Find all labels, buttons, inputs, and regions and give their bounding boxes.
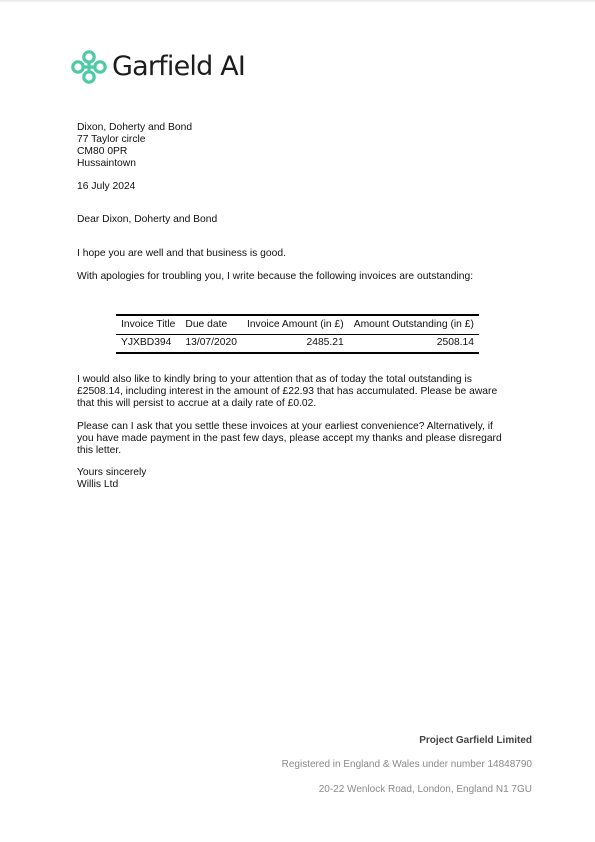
request-line-2: you have made payment in the past few days, please accept my thanks and please disregard (77, 433, 502, 444)
interest-line-2: £2508.14, including interest in the amount of £22.93 that has accumulated. Please be aware (77, 386, 498, 397)
sender-name: Willis Ltd (77, 479, 119, 490)
company-logo (70, 49, 245, 85)
footer-address: 20-22 Wenlock Road, London, England N1 7GU (318, 784, 532, 795)
letter-date: 16 July 2024 (77, 181, 136, 192)
column-header-due-date: Due date (180, 315, 242, 334)
page-top-edge (0, 0, 595, 3)
interest-line-3: that this will persist to accrue at a daily rate of £0.02. (77, 398, 317, 409)
interest-line-1: I would also like to kindly bring to your attention that as of today the total outstanding is (77, 374, 472, 385)
footer-company-name: Project Garfield Limited (419, 735, 532, 746)
table-header-row (116, 315, 479, 334)
request-line-3: this letter. (77, 445, 122, 456)
recipient-town: Hussaintown (77, 158, 136, 169)
invoice-amount-cell: 2485.21 (242, 334, 349, 353)
invoice-title-cell: YJXBD394 (116, 334, 180, 353)
intro-paragraph: With apologies for troubling you, I write because the following invoices are outstanding: (77, 271, 474, 282)
request-line-1: Please can I ask that you settle these invoices at your earliest convenience? Alternatively, if (77, 421, 493, 432)
signoff: Yours sincerely (77, 467, 147, 478)
request-paragraph (77, 421, 522, 457)
recipient-postcode: CM80 0PR (77, 146, 128, 157)
recipient-address (77, 122, 522, 170)
garfield-knot-logo-icon (70, 49, 108, 85)
column-header-invoice-title: Invoice Title (116, 315, 180, 334)
greeting-paragraph: I hope you are well and that business is good. (77, 248, 286, 259)
column-header-amount-outstanding: Amount Outstanding (in £) (349, 315, 479, 334)
amount-outstanding-cell: 2508.14 (349, 334, 479, 353)
column-header-invoice-amount: Invoice Amount (in £) (242, 315, 349, 334)
letter-closing (77, 467, 522, 491)
table-row (116, 334, 479, 353)
footer-registration: Registered in England & Wales under number 14848790 (281, 759, 532, 770)
recipient-street: 77 Taylor circle (77, 134, 146, 145)
brand-name: Garfield AI (112, 51, 246, 82)
interest-paragraph (77, 374, 522, 410)
recipient-name: Dixon, Doherty and Bond (77, 122, 193, 133)
salutation: Dear Dixon, Doherty and Bond (77, 214, 218, 225)
due-date-cell: 13/07/2020 (180, 334, 242, 353)
invoice-table (116, 314, 479, 354)
